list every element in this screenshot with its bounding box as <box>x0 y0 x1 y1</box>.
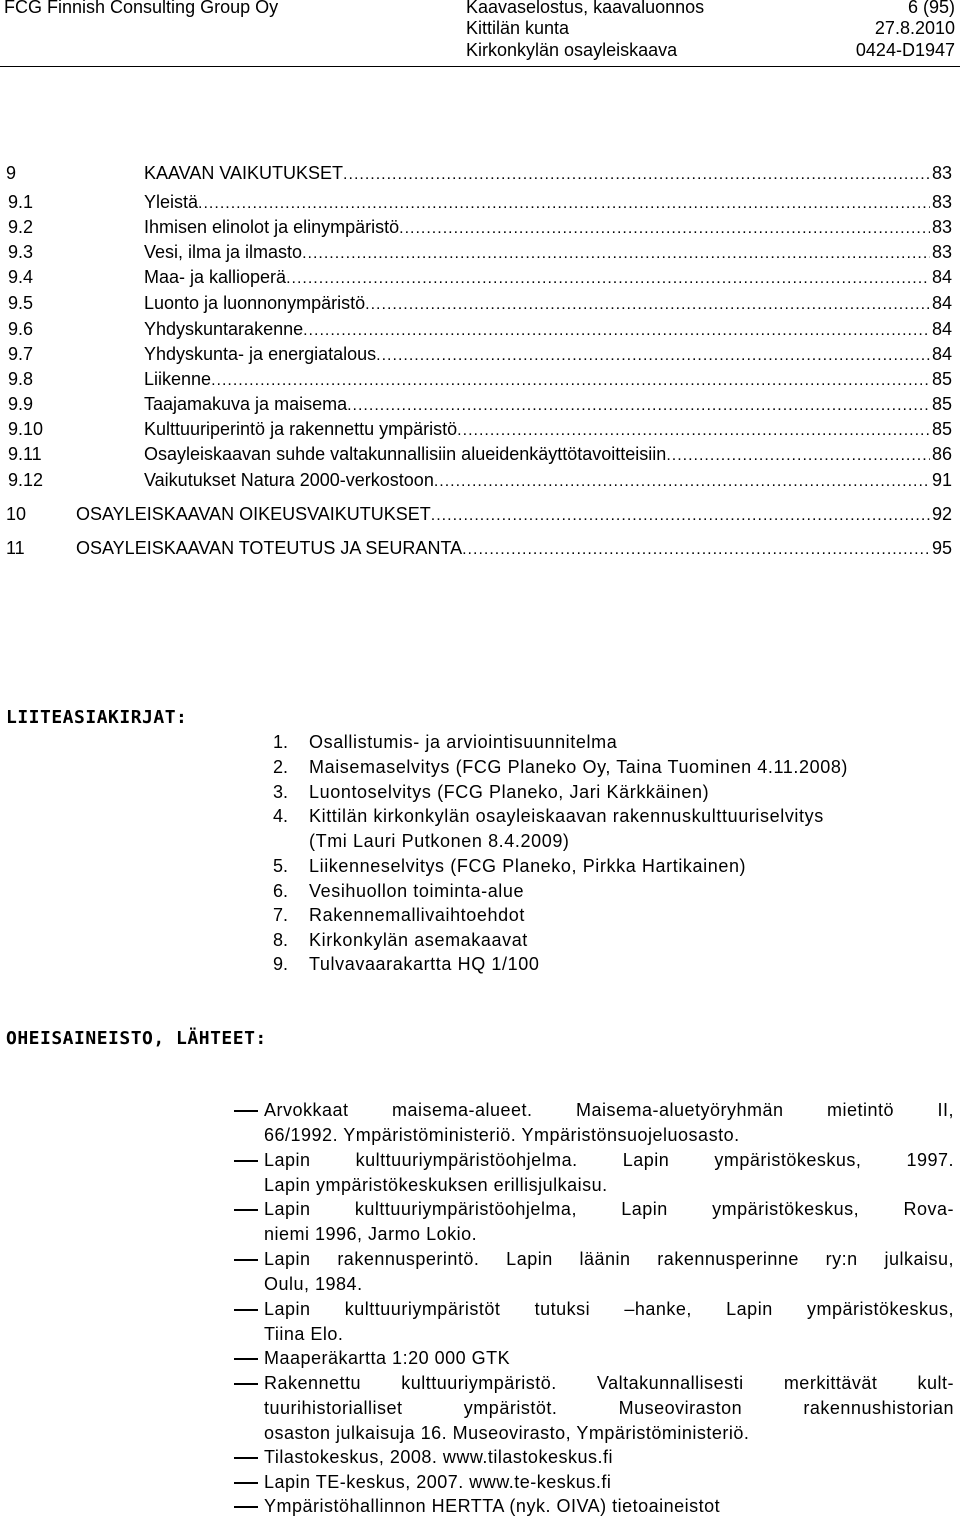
source-text <box>264 1445 954 1470</box>
toc-entry-leader <box>144 189 952 217</box>
dash-bullet <box>234 1209 258 1211</box>
toc-entry-leader <box>76 535 952 563</box>
toc-entry-leader <box>144 264 952 292</box>
appendix-text: Kittilän kirkonkylän osayleiskaavan rakennuskulttuuriselvitys <box>309 806 824 826</box>
toc-dot-leader <box>431 503 930 529</box>
source-text-line: Lapin TE-keskus, 2007. www.te-keskus.fi <box>264 1472 612 1492</box>
toc-entry-title: Vaikutukset Natura 2000-verkostoon <box>144 470 434 490</box>
source-text-line: Tilastokeskus, 2008. www.tilastokeskus.fi <box>264 1447 613 1467</box>
toc-entry-title: Luonto ja luonnonympäristö <box>144 293 366 313</box>
toc-entry-leader <box>144 441 952 469</box>
toc-entry-number: 9.12 <box>8 470 44 490</box>
toc-entry-number: 9.6 <box>8 319 34 339</box>
toc-entry-title: Osayleiskaavan suhde valtakunnallisiin alueidenkäyttötavoitteisiin <box>144 444 667 464</box>
source-text-line: Maaperäkartta 1:20 000 GTK <box>264 1348 511 1368</box>
toc-entry-leader <box>144 290 952 318</box>
toc-entry <box>0 214 960 240</box>
toc-entry <box>0 189 960 215</box>
source-text <box>264 1346 954 1371</box>
appendix-number: 3. <box>273 782 289 802</box>
appendix-item <box>0 780 960 805</box>
source-text <box>264 1494 954 1519</box>
toc-entry-number: 9.4 <box>8 267 34 287</box>
dash-bullet <box>234 1482 258 1484</box>
toc-entry-page: 91 <box>931 470 952 490</box>
source-text-line: Rakennettu kulttuuriympäristö. Valtakunnallisesti merkittävät kult- <box>264 1373 954 1393</box>
toc-entry-title: Yleistä <box>144 192 199 212</box>
toc-entry-page: 92 <box>931 504 952 524</box>
toc-entry <box>0 341 960 367</box>
toc-entry <box>0 441 960 467</box>
toc-entry <box>0 264 960 290</box>
dash-bullet <box>234 1383 258 1385</box>
dash-bullet <box>234 1457 258 1459</box>
toc-dot-leader <box>343 162 930 188</box>
toc-entry <box>0 467 960 493</box>
toc-entry <box>0 160 960 186</box>
dash-bullet <box>234 1110 258 1112</box>
toc-entry <box>0 391 960 417</box>
sources-heading: OHEISAINEISTO, LÄHTEET: <box>6 1028 267 1049</box>
toc-entry-page: 84 <box>931 267 952 287</box>
toc-entry-title: Kulttuuriperintö ja rakennettu ympäristö <box>144 419 458 439</box>
source-text <box>264 1247 954 1297</box>
appendix-number: 8. <box>273 930 289 950</box>
toc-entry-page: 84 <box>931 293 952 313</box>
document-date: 27.8.2010 <box>874 18 955 38</box>
company-name: FCG Finnish Consulting Group Oy <box>4 0 279 17</box>
source-text-line: Lapin kulttuuriympäristöt tutuksi –hanke, Lapin ympäristökeskus, <box>264 1299 954 1319</box>
toc-entry-leader <box>144 214 952 242</box>
toc-entry <box>0 316 960 342</box>
toc-entry-title: OSAYLEISKAAVAN OIKEUSVAIKUTUKSET <box>76 504 431 524</box>
toc-entry-page: 84 <box>931 319 952 339</box>
toc-entry-number: 9.2 <box>8 217 34 237</box>
toc-entry-title: Taajamakuva ja maisema <box>144 394 348 414</box>
toc-entry-leader <box>144 341 952 369</box>
dash-bullet <box>234 1160 258 1162</box>
toc-entry-page: 83 <box>931 163 952 183</box>
toc-entry-number: 10 <box>6 504 27 524</box>
municipality: Kittilän kunta <box>466 18 570 38</box>
toc-entry-page: 85 <box>931 394 952 414</box>
header-divider <box>0 66 960 67</box>
source-text-line: 66/1992. Ympäristöministeriö. Ympäristönsuojeluosasto. <box>264 1125 740 1145</box>
toc-dot-leader <box>462 537 930 563</box>
appendix-number: 1. <box>273 732 289 752</box>
toc-dot-leader <box>365 292 930 318</box>
toc-dot-leader <box>666 443 930 469</box>
source-text <box>264 1371 954 1446</box>
appendix-number: 2. <box>273 757 289 777</box>
toc-entry <box>0 366 960 392</box>
appendix-item <box>0 928 960 953</box>
appendix-number: 5. <box>273 856 289 876</box>
source-text-line: osaston julkaisuja 16. Museovirasto, Ympäristöministeriö. <box>264 1423 750 1443</box>
appendix-number: 6. <box>273 881 289 901</box>
toc-dot-leader <box>434 469 930 495</box>
toc-entry-title: Yhdyskunta- ja energiatalous <box>144 344 377 364</box>
appendix-item <box>0 879 960 904</box>
toc-entry-title: Maa- ja kallioperä <box>144 267 287 287</box>
toc-entry-number: 9.3 <box>8 242 34 262</box>
source-text-line: Arvokkaat maisema-alueet. Maisema-aluetyöryhmän mietintö II, <box>264 1100 954 1120</box>
appendix-item <box>0 952 960 977</box>
appendix-item <box>0 804 960 829</box>
source-text-line: Lapin kulttuuriympäristöohjelma, Lapin ympäristökeskus, Rova- <box>264 1199 954 1219</box>
appendix-number: 7. <box>273 905 289 925</box>
toc-entry-page: 95 <box>931 538 952 558</box>
project-code: 0424-D1947 <box>855 40 955 60</box>
source-text <box>264 1098 954 1148</box>
source-text <box>264 1297 954 1347</box>
source-text-line: Lapin kulttuuriympäristöohjelma. Lapin ympäristökeskus, 1997. <box>264 1150 954 1170</box>
toc-entry-number: 9.9 <box>8 394 34 414</box>
source-text-line: tuurihistorialliset ympäristöt. Museoviraston rakennushistorian <box>264 1398 954 1418</box>
appendix-text: Vesihuollon toiminta-alue <box>309 881 525 901</box>
appendix-number: 4. <box>273 806 289 826</box>
appendix-text: Luontoselvitys (FCG Planeko, Jari Kärkkäinen) <box>309 782 710 802</box>
toc-entry-page: 85 <box>931 369 952 389</box>
appendix-text: Liikenneselvitys (FCG Planeko, Pirkka Hartikainen) <box>309 856 747 876</box>
source-text-line: Lapin rakennusperintö. Lapin läänin rakennusperinne ry:n julkaisu, <box>264 1249 954 1269</box>
toc-entry-leader <box>144 160 952 188</box>
toc-entry-number: 9.7 <box>8 344 34 364</box>
source-text-line: niemi 1996, Jarmo Lokio. <box>264 1224 478 1244</box>
dash-bullet <box>234 1506 258 1508</box>
toc-entry-number: 9.1 <box>8 192 34 212</box>
appendix-text: Maisemaselvitys (FCG Planeko Oy, Taina Tuominen 4.11.2008) <box>309 757 849 777</box>
page-number: 6 (95) <box>907 0 955 17</box>
appendix-item <box>0 829 960 854</box>
toc-entry-number: 9.10 <box>8 419 44 439</box>
page-header-row-3 <box>0 38 960 62</box>
appendices-heading: LIITEASIAKIRJAT: <box>6 707 188 728</box>
source-text-line: Lapin ympäristökeskuksen erillisjulkaisu. <box>264 1175 608 1195</box>
appendix-number: 9. <box>273 954 289 974</box>
appendix-item <box>0 903 960 928</box>
toc-entry-number: 9 <box>6 163 17 183</box>
dash-bullet <box>234 1358 258 1360</box>
toc-entry-page: 84 <box>931 344 952 364</box>
toc-entry <box>0 535 960 561</box>
toc-entry-leader <box>144 391 952 419</box>
dash-bullet <box>234 1309 258 1311</box>
appendix-text: Osallistumis- ja arviointisuunnitelma <box>309 732 618 752</box>
toc-entry-title: OSAYLEISKAAVAN TOTEUTUS JA SEURANTA <box>76 538 463 558</box>
source-text-line: Oulu, 1984. <box>264 1274 363 1294</box>
toc-entry-leader <box>144 467 952 495</box>
toc-entry-number: 9.11 <box>8 444 42 464</box>
toc-entry-number: 11 <box>6 538 25 558</box>
toc-entry-leader <box>144 316 952 344</box>
appendix-text: Kirkonkylän asemakaavat <box>309 930 528 950</box>
source-text-line: Ympäristöhallinnon HERTTA (nyk. OIVA) tietoaineistot <box>264 1496 721 1516</box>
toc-entry-leader <box>144 416 952 444</box>
dash-bullet <box>234 1259 258 1261</box>
toc-entry-title: Yhdyskuntarakenne <box>144 319 304 339</box>
toc-entry <box>0 416 960 442</box>
source-text <box>264 1470 954 1495</box>
toc-entry-title: Vesi, ilma ja ilmasto <box>144 242 303 262</box>
toc-entry-title: Liikenne <box>144 369 212 389</box>
document-type: Kaavaselostus, kaavaluonnos <box>466 0 705 17</box>
toc-dot-leader <box>286 266 930 292</box>
appendix-item <box>0 755 960 780</box>
toc-entry-page: 83 <box>931 192 952 212</box>
toc-entry <box>0 290 960 316</box>
page-header-row-2 <box>0 16 960 40</box>
appendix-text: Tulvavaarakartta HQ 1/100 <box>309 954 540 974</box>
source-text <box>264 1197 954 1247</box>
toc-entry-page: 83 <box>931 217 952 237</box>
appendix-item <box>0 854 960 879</box>
toc-entry <box>0 239 960 265</box>
appendix-item <box>0 730 960 755</box>
appendix-text: Rakennemallivaihtoehdot <box>309 905 525 925</box>
source-text-line: Tiina Elo. <box>264 1324 344 1344</box>
appendix-text: (Tmi Lauri Putkonen 8.4.2009) <box>309 831 570 851</box>
toc-entry-page: 83 <box>931 242 952 262</box>
toc-entry-leader <box>76 501 952 529</box>
source-text <box>264 1148 954 1198</box>
toc-entry-leader <box>144 239 952 267</box>
toc-entry <box>0 501 960 527</box>
plan-name: Kirkonkylän osayleiskaava <box>466 40 678 60</box>
toc-entry-page: 86 <box>931 444 952 464</box>
toc-entry-leader <box>144 366 952 394</box>
toc-entry-page: 85 <box>931 419 952 439</box>
toc-entry-title: KAAVAN VAIKUTUKSET <box>144 163 344 183</box>
toc-entry-title: Ihmisen elinolot ja elinympäristö <box>144 217 400 237</box>
toc-entry-number: 9.8 <box>8 369 34 389</box>
toc-entry-number: 9.5 <box>8 293 34 313</box>
